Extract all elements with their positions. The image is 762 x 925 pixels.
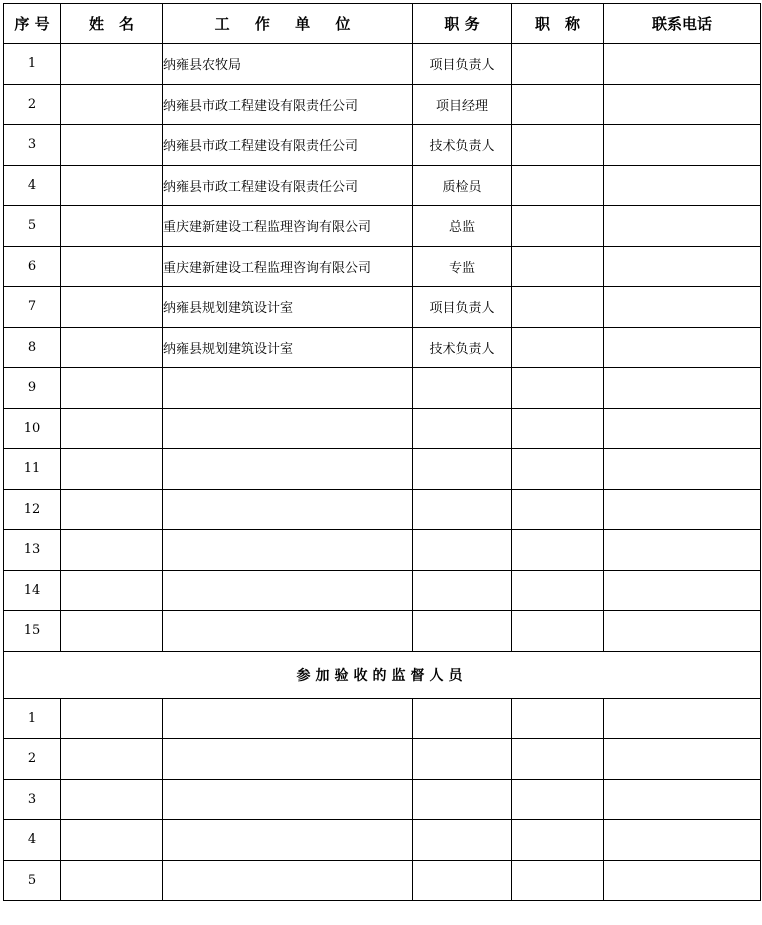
cell-title [512, 408, 604, 449]
cell-work-unit: 纳雍县规划建筑设计室 [163, 327, 413, 368]
cell-work-unit [163, 739, 413, 780]
cell-position [413, 860, 512, 901]
cell-phone [604, 327, 761, 368]
cell-name [61, 206, 163, 247]
cell-phone [604, 44, 761, 85]
table-row [4, 165, 761, 206]
cell-title [512, 287, 604, 328]
table-row [4, 820, 761, 861]
cell-position [413, 449, 512, 490]
cell-work-unit [163, 820, 413, 861]
cell-title [512, 739, 604, 780]
cell-position [413, 530, 512, 571]
cell-position: 项目经理 [413, 84, 512, 125]
cell-index: 14 [4, 570, 61, 611]
cell-title [512, 327, 604, 368]
cell-name [61, 489, 163, 530]
table-row [4, 489, 761, 530]
cell-index: 4 [4, 820, 61, 861]
cell-name [61, 698, 163, 739]
cell-phone [604, 860, 761, 901]
cell-title [512, 84, 604, 125]
cell-title [512, 489, 604, 530]
cell-name [61, 739, 163, 780]
cell-name [61, 246, 163, 287]
cell-name [61, 327, 163, 368]
cell-work-unit: 重庆建新建设工程监理咨询有限公司 [163, 246, 413, 287]
cell-work-unit [163, 368, 413, 409]
cell-title [512, 246, 604, 287]
cell-index: 15 [4, 611, 61, 652]
cell-work-unit [163, 449, 413, 490]
attendee-rows [4, 44, 761, 652]
cell-phone [604, 530, 761, 571]
cell-index: 1 [4, 698, 61, 739]
cell-index: 5 [4, 860, 61, 901]
table-row [4, 611, 761, 652]
table-row [4, 246, 761, 287]
cell-title [512, 44, 604, 85]
cell-position: 项目负责人 [413, 44, 512, 85]
cell-title [512, 206, 604, 247]
cell-phone [604, 125, 761, 166]
cell-name [61, 84, 163, 125]
cell-position: 技术负责人 [413, 327, 512, 368]
cell-position [413, 368, 512, 409]
cell-work-unit: 纳雍县市政工程建设有限责任公司 [163, 125, 413, 166]
table-row [4, 698, 761, 739]
cell-title [512, 820, 604, 861]
cell-title [512, 860, 604, 901]
header-title: 职 称 [512, 4, 604, 44]
cell-phone [604, 698, 761, 739]
table-header-row [4, 4, 761, 44]
cell-position [413, 570, 512, 611]
cell-phone [604, 611, 761, 652]
cell-index: 6 [4, 246, 61, 287]
cell-position [413, 611, 512, 652]
cell-index: 12 [4, 489, 61, 530]
table-row [4, 570, 761, 611]
cell-phone [604, 408, 761, 449]
cell-name [61, 860, 163, 901]
table-row [4, 327, 761, 368]
cell-index: 2 [4, 739, 61, 780]
cell-name [61, 368, 163, 409]
table-row [4, 206, 761, 247]
header-index: 序 号 [4, 4, 61, 44]
cell-index: 2 [4, 84, 61, 125]
cell-position [413, 739, 512, 780]
header-phone: 联系电话 [604, 4, 761, 44]
cell-work-unit [163, 779, 413, 820]
cell-name [61, 408, 163, 449]
cell-index: 8 [4, 327, 61, 368]
cell-index: 7 [4, 287, 61, 328]
cell-phone [604, 489, 761, 530]
table-row [4, 449, 761, 490]
cell-title [512, 125, 604, 166]
cell-phone [604, 779, 761, 820]
section-title: 参加验收的监督人员 [4, 651, 761, 698]
cell-work-unit: 纳雍县规划建筑设计室 [163, 287, 413, 328]
cell-work-unit [163, 489, 413, 530]
cell-title [512, 449, 604, 490]
table-row [4, 125, 761, 166]
cell-index: 1 [4, 44, 61, 85]
cell-position: 总监 [413, 206, 512, 247]
cell-name [61, 165, 163, 206]
header-name: 姓 名 [61, 4, 163, 44]
cell-phone [604, 570, 761, 611]
cell-phone [604, 449, 761, 490]
table-row [4, 287, 761, 328]
table-row [4, 739, 761, 780]
header-work-unit: 工 作 单 位 [163, 4, 413, 44]
cell-phone [604, 206, 761, 247]
supervisor-rows [4, 698, 761, 901]
cell-phone [604, 165, 761, 206]
table-row [4, 530, 761, 571]
cell-work-unit [163, 860, 413, 901]
cell-phone [604, 84, 761, 125]
cell-phone [604, 287, 761, 328]
cell-index: 9 [4, 368, 61, 409]
table-row [4, 44, 761, 85]
cell-position [413, 820, 512, 861]
personnel-table [3, 3, 761, 901]
cell-title [512, 368, 604, 409]
cell-index: 13 [4, 530, 61, 571]
table-row [4, 84, 761, 125]
cell-name [61, 125, 163, 166]
table-row [4, 860, 761, 901]
cell-name [61, 611, 163, 652]
cell-position: 技术负责人 [413, 125, 512, 166]
cell-title [512, 698, 604, 739]
cell-position: 质检员 [413, 165, 512, 206]
cell-position [413, 698, 512, 739]
cell-name [61, 449, 163, 490]
cell-title [512, 530, 604, 571]
cell-name [61, 44, 163, 85]
cell-phone [604, 246, 761, 287]
table-row [4, 779, 761, 820]
cell-title [512, 779, 604, 820]
cell-phone [604, 368, 761, 409]
cell-work-unit: 纳雍县市政工程建设有限责任公司 [163, 84, 413, 125]
cell-name [61, 779, 163, 820]
cell-index: 10 [4, 408, 61, 449]
cell-position [413, 489, 512, 530]
cell-position: 项目负责人 [413, 287, 512, 328]
cell-work-unit [163, 570, 413, 611]
cell-position [413, 779, 512, 820]
cell-name [61, 530, 163, 571]
cell-index: 4 [4, 165, 61, 206]
table-row [4, 408, 761, 449]
cell-phone [604, 739, 761, 780]
section-row [4, 651, 761, 698]
cell-index: 3 [4, 779, 61, 820]
cell-work-unit [163, 611, 413, 652]
cell-name [61, 570, 163, 611]
cell-title [512, 165, 604, 206]
cell-index: 5 [4, 206, 61, 247]
cell-index: 3 [4, 125, 61, 166]
cell-title [512, 611, 604, 652]
cell-work-unit [163, 408, 413, 449]
cell-position: 专监 [413, 246, 512, 287]
cell-work-unit: 纳雍县农牧局 [163, 44, 413, 85]
cell-work-unit [163, 530, 413, 571]
cell-name [61, 287, 163, 328]
cell-phone [604, 820, 761, 861]
cell-work-unit [163, 698, 413, 739]
cell-title [512, 570, 604, 611]
cell-position [413, 408, 512, 449]
cell-name [61, 820, 163, 861]
cell-work-unit: 重庆建新建设工程监理咨询有限公司 [163, 206, 413, 247]
cell-index: 11 [4, 449, 61, 490]
cell-work-unit: 纳雍县市政工程建设有限责任公司 [163, 165, 413, 206]
header-position: 职 务 [413, 4, 512, 44]
table-row [4, 368, 761, 409]
